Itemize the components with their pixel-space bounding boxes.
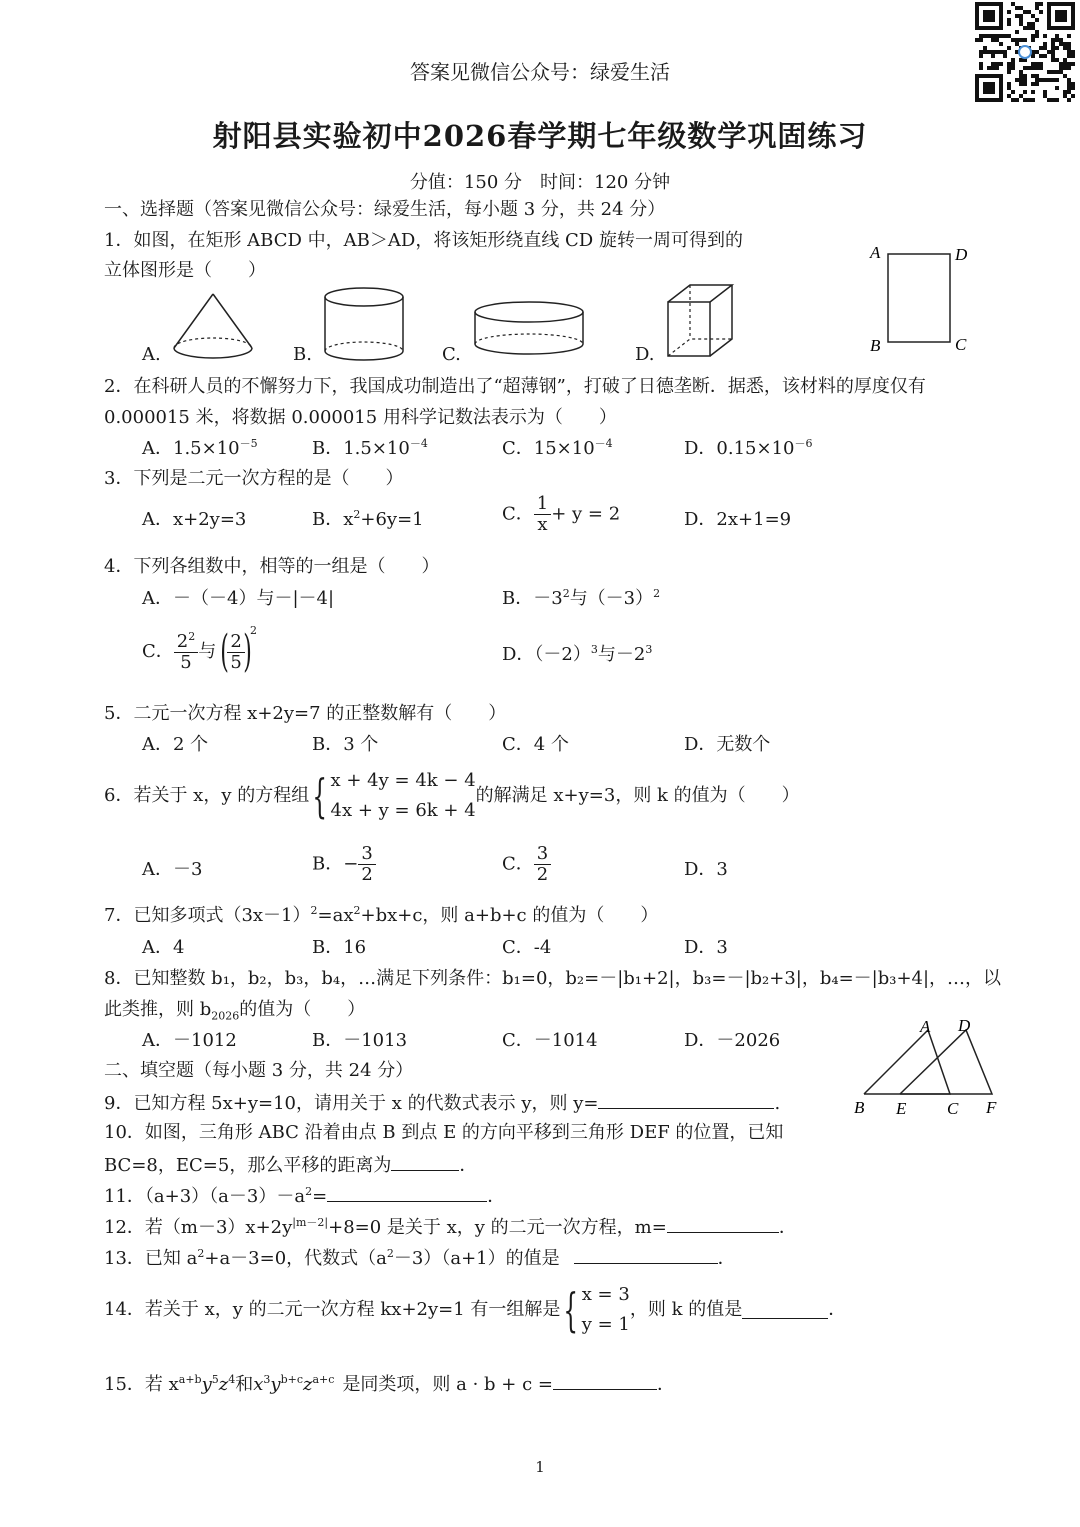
- fig1-label-b: B: [870, 336, 881, 355]
- exam-meta: 分值：150 分 时间：120 分钟: [409, 172, 671, 193]
- triangle-translation-figure: [850, 1014, 1010, 1124]
- q8-option-d: D．－2026: [684, 1030, 781, 1051]
- q15-line: 15．若 $x^{a+b}y^5z^4$和$x^3y^{b+c}z^{a+c}$ 是同类项，则 a · b + c = ．: [104, 1373, 675, 1395]
- q4-option-d: D．$(-2)^3$与$-2^3$: [502, 643, 653, 665]
- q6-option-a: A．－3: [142, 859, 203, 880]
- qr-code: [975, 2, 1078, 103]
- fig2-label-c: C: [947, 1099, 959, 1118]
- q2-line1: 2．在科研人员的不懈努力下，我国成功制造出了“超薄钢”，打破了日德垄断．据悉，该材料的厚度仅有: [104, 376, 926, 397]
- q2-option-c: C．$15\times 10^{-4}$: [502, 437, 613, 459]
- q8-line1: 8．已知整数 b₁，b₂，b₃，b₄，…满足下列条件：b₁=0，b₂=－|b₁+2|，b₃=－|b₂+3|，b₄=－|b₃+4|，…，以: [104, 968, 1002, 989]
- section2-heading: 二、填空题（每小题 3 分，共 24 分）: [104, 1060, 414, 1081]
- tall-cylinder-figure: [320, 285, 408, 367]
- q6-option-d: D．3: [684, 859, 728, 880]
- q6-eq1: x + 4y = 4k − 4: [330, 770, 476, 791]
- q1-line1: 1．如图，在矩形 ABCD 中，AB＞AD，将该矩形绕直线 CD 旋转一周可得到的: [104, 230, 743, 251]
- q3-line1: 3．下列是二元一次方程的是（ ）: [104, 468, 404, 489]
- q5-option-b: B．3 个: [312, 734, 379, 755]
- q8-option-c: C．－1014: [502, 1030, 598, 1051]
- fig2-label-b: B: [854, 1098, 865, 1117]
- q2-option-b: B．$1.5\times 10^{-4}$: [312, 437, 428, 459]
- page-title: 射阳县实验初中2026春学期七年级数学巩固练习: [212, 119, 868, 153]
- q11-answer-blank[interactable]: [327, 1185, 487, 1202]
- q7-option-b: B．16: [312, 937, 367, 958]
- q6-option-b: B．− $\frac{3}{2}$: [312, 844, 376, 885]
- q9-answer-blank[interactable]: [598, 1092, 774, 1109]
- q14-eq2: y = 1: [581, 1314, 630, 1335]
- flat-cylinder-figure: [470, 298, 588, 364]
- fig2-label-a: A: [920, 1017, 931, 1036]
- q8-option-b: B．－1013: [312, 1030, 408, 1051]
- q1-option-c: C.: [442, 344, 461, 365]
- q3-option-d: D．2x+1=9: [684, 509, 792, 530]
- q1-option-a: A.: [142, 344, 161, 365]
- q1-line2: 立体图形是（ ）: [104, 260, 266, 281]
- fig2-label-d: D: [958, 1016, 971, 1035]
- q1-option-d: D.: [635, 344, 655, 365]
- q12-answer-blank[interactable]: [667, 1216, 779, 1233]
- fig2-label-e: E: [896, 1099, 907, 1118]
- q10-answer-blank[interactable]: [391, 1154, 459, 1171]
- q14-eq1: x = 3: [581, 1284, 630, 1305]
- q6-eq2: 4x + y = 6k + 4: [330, 800, 476, 821]
- q7-option-a: A．4: [142, 937, 185, 958]
- rectangle-abcd-figure: [866, 240, 976, 364]
- q10-line1: 10．如图，三角形 ABC 沿着由点 B 到点 E 的方向平移到三角形 DEF 的位置，已知: [104, 1122, 784, 1143]
- cuboid-figure: [664, 282, 736, 364]
- q3-option-b: B．$x^2+6y=1$: [312, 508, 424, 530]
- q5-option-d: D．无数个: [684, 734, 771, 755]
- fig1-label-a: A: [870, 243, 881, 262]
- q6-line: 6．若关于 x，y 的方程组{ x + 4y = 4k − 4 4x + y = 6k + 4 的解满足 x+y=3，则 k 的值为（ ）: [104, 766, 800, 826]
- q4-option-a: A．－（－4）与－|－4|: [142, 588, 335, 609]
- q8-option-a: A．－1012: [142, 1030, 237, 1051]
- q2-line2: 0.000015 米，将数据 0.000015 用科学记数法表示为（ ）: [104, 407, 617, 428]
- q7-line1: 7．已知多项式$(3x-1)^2=ax^2+bx+c$，则 a+b+c 的值为（ ）: [104, 904, 659, 926]
- page-number: 1: [535, 1458, 545, 1476]
- q8-line2: 此类推，则 $b_{2026}$的值为（ ）: [104, 999, 366, 1023]
- q2-option-d: D．$0.15\times 10^{-6}$: [684, 437, 813, 459]
- q12-line: 12．若$(m-3)x+2y^{|m-2|}+8=0$ 是关于 x，y 的二元一次方程，m= ．: [104, 1216, 797, 1238]
- q2-option-a: A．$1.5\times 10^{-5}$: [142, 437, 258, 459]
- section1-heading: 一、选择题（答案见微信公众号：绿爱生活，每小题 3 分，共 24 分）: [104, 199, 666, 220]
- q5-line1: 5．二元一次方程 x+2y=7 的正整数解有（ ）: [104, 703, 507, 724]
- q4-option-c: C． $\frac{2^2}{5}$ 与( $\frac{2}{5}$ )$^2$: [142, 624, 258, 677]
- q1-option-b: B.: [293, 344, 312, 365]
- q3-option-c: C． $\frac{1}{x}$ + y = 2: [502, 493, 621, 535]
- q15-answer-blank[interactable]: [553, 1373, 657, 1390]
- q5-option-a: A．2 个: [142, 734, 209, 755]
- q4-option-b: B．$-3^2$与$(-3)^2$: [502, 587, 661, 609]
- fig2-label-f: F: [986, 1098, 997, 1117]
- q10-line2: BC=8，EC=5，那么平移的距离为 ．: [104, 1155, 478, 1176]
- q4-line1: 4．下列各组数中，相等的一组是（ ）: [104, 556, 440, 577]
- q3-option-a: A．x+2y=3: [142, 509, 247, 530]
- q6-option-c: C． $\frac{3}{2}$: [502, 844, 551, 885]
- q13-line: 13．已知 $a^2+a-3=0$，代数式$(a^2-3)(a+1)$的值是 ．: [104, 1247, 736, 1269]
- q5-option-c: C．4 个: [502, 734, 569, 755]
- fig1-label-d: D: [955, 245, 968, 264]
- q14-answer-blank[interactable]: [742, 1302, 828, 1319]
- header-notice: 答案见微信公众号：绿爱生活: [410, 60, 670, 84]
- fig1-label-c: C: [955, 335, 967, 354]
- q7-option-c: C．-4: [502, 937, 552, 958]
- q14-line: 14．若关于 x，y 的二元一次方程 kx+2y=1 有一组解是{ x = 3 y = 1 ，则 k 的值是 ．: [104, 1280, 846, 1340]
- q13-answer-blank[interactable]: [574, 1247, 718, 1264]
- q11-line: 11．$(a+3)(a-3)-a^2=$ ．: [104, 1185, 506, 1207]
- q9-line: 9．已知方程 5x+y=10，请用关于 x 的代数式表示 y，则 y= .: [104, 1093, 781, 1114]
- q7-option-d: D．3: [684, 937, 728, 958]
- cone-figure: [170, 290, 256, 366]
- q3-fraction: $\frac{1}{x}$: [534, 494, 551, 535]
